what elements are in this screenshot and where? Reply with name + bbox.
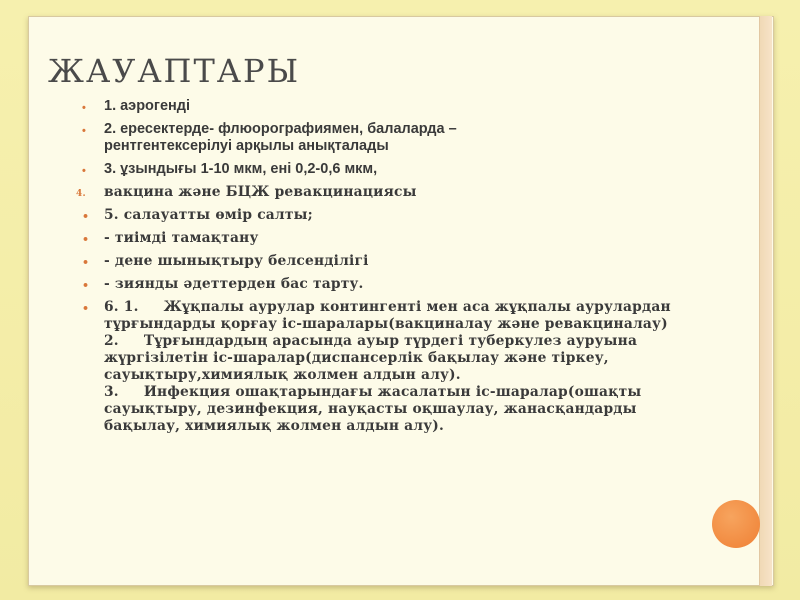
list-item-text: 3. ұзындығы 1-10 мкм, ені 0,2-0,6 мкм,	[104, 161, 378, 177]
list-item-text: - дене шынықтыру белсенділігі	[104, 253, 369, 269]
list-item	[72, 207, 732, 224]
list-item	[72, 121, 732, 155]
list-item-text: - тиімді тамақтану	[104, 230, 259, 246]
bullet-icon: •	[82, 233, 90, 246]
bullet-icon: •	[82, 210, 90, 223]
bullet-icon: •	[82, 165, 86, 177]
list-item	[72, 230, 732, 247]
side-decoration-strip	[759, 16, 772, 586]
list-item-text-line: 2. Тұрғындардың арасында ауыр түрдегі туберкулез ауруына	[104, 333, 638, 349]
list-item	[72, 161, 732, 178]
bullet-icon: •	[82, 279, 90, 292]
list-item-text: - зиянды әдеттерден бас тарту.	[104, 276, 364, 292]
bullet-icon: •	[82, 102, 86, 114]
list-item	[72, 276, 732, 293]
answer-list	[72, 98, 732, 441]
list-item	[72, 299, 732, 435]
list-item-text-line: 6. 1. Жұқпалы аурулар контингенті мен аса жұқпалы аурулардан	[104, 299, 671, 315]
list-item-text-line: рентгентексерілуі арқылы анықталады	[104, 138, 389, 154]
list-item-text-line: жүргізілетін іс-шаралар(диспансерлік бақылау және тіркеу,	[104, 350, 609, 366]
bullet-icon: •	[82, 256, 90, 269]
list-item-text: вакцина және БЦЖ ревакцинациясы	[104, 184, 417, 200]
list-item	[72, 253, 732, 270]
list-item	[72, 98, 732, 115]
slide-title: ЖАУАПТАРЫ	[48, 52, 301, 90]
list-item-text-line: 2. ересектерде- флюорографиямен, балаларда –	[104, 121, 457, 137]
list-item-text-line: сауықтыру,химиялық жолмен алдын алу).	[104, 367, 461, 383]
list-item-text-line: 3. Инфекция ошақтарындағы жасалатын іс-шаралар(ошақты	[104, 384, 642, 400]
list-item	[72, 184, 732, 201]
list-item-text-line: бақылау, химиялық жолмен алдын алу).	[104, 418, 444, 434]
list-item-text: 1. аэрогенді	[104, 98, 191, 114]
decorative-circle	[712, 500, 760, 548]
bullet-icon: •	[82, 302, 90, 315]
list-item-text-line: тұрғындарды қорғау іс-шаралары(вакциналау және ревакциналау)	[104, 316, 668, 332]
number-marker: 4.	[76, 189, 86, 199]
list-item-text-line: сауықтыру, дезинфекция, науқасты оқшаулау, жанасқандарды	[104, 401, 637, 417]
bullet-icon: •	[82, 125, 86, 137]
list-item-text: 5. салауатты өмір салты;	[104, 207, 313, 223]
